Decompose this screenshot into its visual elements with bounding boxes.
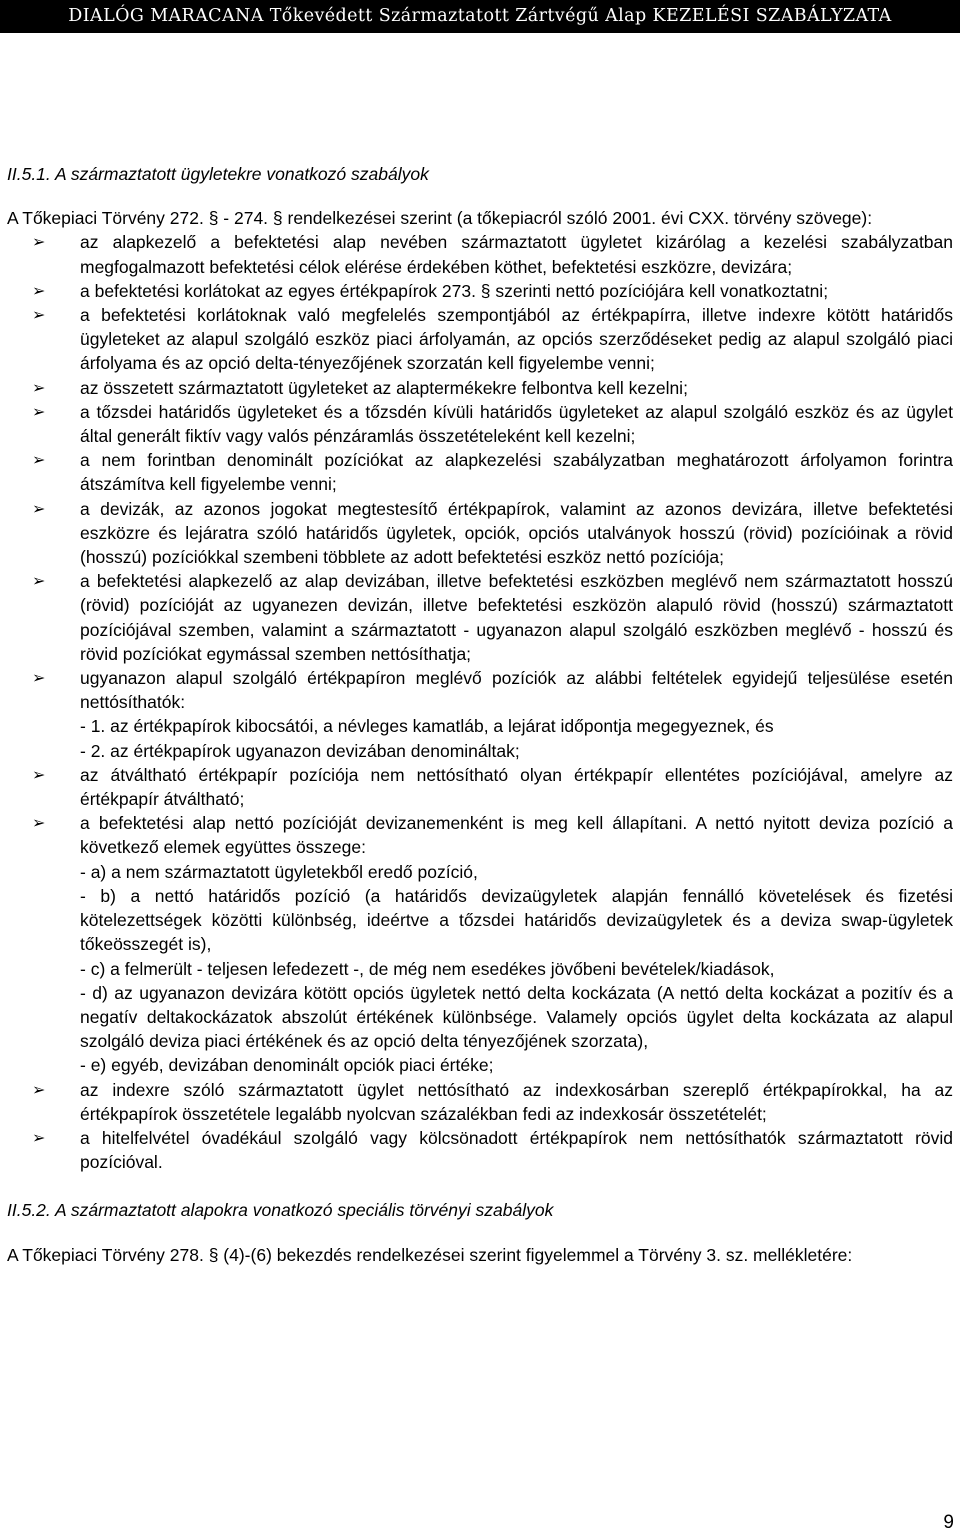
section-intro-2: A Tőkepiaci Törvény 278. § (4)-(6) bekezdés rendelkezései szerint figyelemmel a Törvény 3. sz. mellékletére: — [7, 1244, 853, 1265]
list-item-text: a hitelfelvétel óvadékául szolgáló vagy kölcsönadott értékpapírok nem nettósíthatók származtatott rövid pozícióval. — [80, 1127, 953, 1173]
section-intro: A Tőkepiaci Törvény 272. § - 274. § rendelkezései szerint (a tőkepiacról szóló 2001. évi CXX. törvény szövege): — [7, 208, 873, 229]
list-item — [7, 376, 953, 400]
list-item — [7, 279, 953, 303]
arrow-bullet-icon: ➢ — [32, 498, 46, 518]
list-subitem: - 1. az értékpapírok kibocsátói, a névleges kamatláb, a lejárat időpontja megegyeznek, és — [80, 716, 774, 737]
list-item-text: a nem forintban denominált pozíciókat az alapkezelési szabályzatban meghatározott árfolyamon forintra átszámítva kell figyelembe venni; — [80, 450, 953, 495]
list-item — [7, 448, 953, 496]
list-item-text: a devizák, az azonos jogokat megtestesítő értékpapírok, valamint az azonos devizára, illetve befektetési eszközre és lejáratra szóló határidős ügyletek, opciók, opciós utalványok hosszú (rövid) pozícióinak a rövid (hosszú) pozíciókkal szembeni többlete az adott befektetési eszköz nettó pozíciója; — [80, 498, 953, 568]
list-item — [7, 303, 953, 376]
arrow-bullet-icon: ➢ — [32, 764, 46, 784]
list-item-text: a befektetési korlátokat az egyes értékpapírok 273. § szerinti nettó pozíciójára kell vonatkoztatni; — [80, 280, 829, 301]
arrow-bullet-icon: ➢ — [32, 450, 46, 470]
list-item — [7, 666, 953, 763]
list-subitem: - b) a nettó határidős pozíció (a határidős devizaügyletek alapján fennálló követelések és fizetési kötelezettségek közötti különbség, ideértve a tőzsdei határidős devizaügyletek és a deviza swap-ügyletek tőkeösszegét is), — [80, 885, 953, 955]
list-subitem: - 2. az értékpapírok ugyanazon devizában denomináltak; — [80, 740, 520, 761]
arrow-bullet-icon: ➢ — [32, 305, 46, 325]
list-item-text: a befektetési korlátoknak való megfelelés szempontjából az értékpapírra, illetve indexre kötött határidős ügyleteket az alapul szolgáló eszköz piaci árfolyamán, az opciós szerződéseket pedig az alapul szolgáló piaci árfolyama és az opció delta-tényezőjének szorzatán kell figyelembe venni; — [80, 305, 953, 374]
arrow-bullet-icon: ➢ — [32, 280, 46, 300]
document-header: DIALÓG MARACANA Tőkevédett Származtatott Zártvégű Alap KEZELÉSI SZABÁLYZATA — [0, 0, 960, 33]
arrow-bullet-icon: ➢ — [32, 1127, 46, 1147]
page-number: 9 — [943, 1512, 954, 1533]
section-title: II.5.1. A származtatott ügyletekre vonatkozó szabályok — [7, 164, 429, 184]
list-item-text: a tőzsdei határidős ügyleteket és a tőzsdén kívüli határidős ügyleteket az alapul szolgáló eszköz és az ügylet által generált fiktív vagy valós pénzáramlás összetételeként kell kezelni; — [80, 401, 953, 447]
section-title-2: II.5.2. A származtatott alapokra vonatkozó speciális törvényi szabályok — [7, 1200, 554, 1221]
list-item — [7, 569, 953, 666]
list-item-text: a befektetési alap nettó pozícióját devizanemenként is meg kell állapítani. A nettó nyitott deviza pozíció a következő elemek együttes összege: — [80, 813, 953, 858]
arrow-bullet-icon: ➢ — [32, 1079, 46, 1099]
list-item-text: az összetett származtatott ügyleteket az alaptermékekre felbontva kell kezelni; — [80, 377, 688, 398]
arrow-bullet-icon: ➢ — [32, 377, 46, 397]
list-subitem: - d) az ugyanazon devizára kötött opciós ügyletek nettó delta kockázata (A nettó delta kockázat a pozitív és a negatív deltakockázatok abszolút értékének különbsége. Valamely opciós ügylet delta kockázata az alapul szolgáló deviza piaci értékének és az opció delta tényezőjének szorzata), — [80, 982, 953, 1052]
arrow-bullet-icon: ➢ — [32, 571, 46, 591]
arrow-bullet-icon: ➢ — [32, 813, 46, 833]
rules-list — [7, 230, 953, 1174]
list-item — [7, 1126, 953, 1174]
document-body — [7, 162, 953, 1267]
arrow-bullet-icon: ➢ — [32, 232, 46, 252]
list-item-text: a befektetési alapkezelő az alap devizában, illetve befektetési eszközben meglévő nem származtatott hosszú (rövid) pozícióját az ugyanezen devizán, illetve befektetési eszközön alapuló rövid (hosszú) származtatott pozíciójával szemben, valamint a származtatott - ugyanazon alapul szolgáló eszközben meglévő - hosszú és rövid pozíciókat egymással szemben nettósíthatja; — [80, 571, 953, 664]
list-item-text: az átváltható értékpapír pozíciója nem nettósítható olyan értékpapír ellentétes pozíciójával, amelyre az értékpapír átváltható; — [80, 764, 953, 810]
arrow-bullet-icon: ➢ — [32, 401, 46, 421]
list-item-text: az indexre szóló származtatott ügylet nettósítható az indexkosárban szereplő értékpapírokkal, ha az értékpapírok összetétele legalább nyolcvan százalékban fedi az indexkosár összetételét; — [80, 1079, 953, 1124]
list-item — [7, 230, 953, 278]
list-item-text: az alapkezelő a befektetési alap nevében származtatott ügyletet kizárólag a kezelési szabályzatban megfogalmazott befektetési célok elérése érdekében köthet, befektetési eszközre, devizára; — [80, 232, 953, 277]
list-item-text: ugyanazon alapul szolgáló értékpapíron meglévő pozíciók az alábbi feltételek egyidejű teljesülése esetén nettósíthatók: — [80, 668, 953, 713]
list-item — [7, 1078, 953, 1126]
list-subitem: - e) egyéb, devizában denominált opciók piaci értéke; — [80, 1055, 494, 1076]
list-item — [7, 497, 953, 570]
list-item — [7, 400, 953, 448]
list-item — [7, 763, 953, 811]
list-subitem: - c) a felmerült - teljesen lefedezett -, de még nem esedékes jövőbeni bevételek/kiadások, — [80, 958, 775, 979]
list-subitem: - a) a nem származtatott ügyletekből eredő pozíció, — [80, 861, 478, 882]
arrow-bullet-icon: ➢ — [32, 668, 46, 688]
list-item — [7, 811, 953, 1077]
